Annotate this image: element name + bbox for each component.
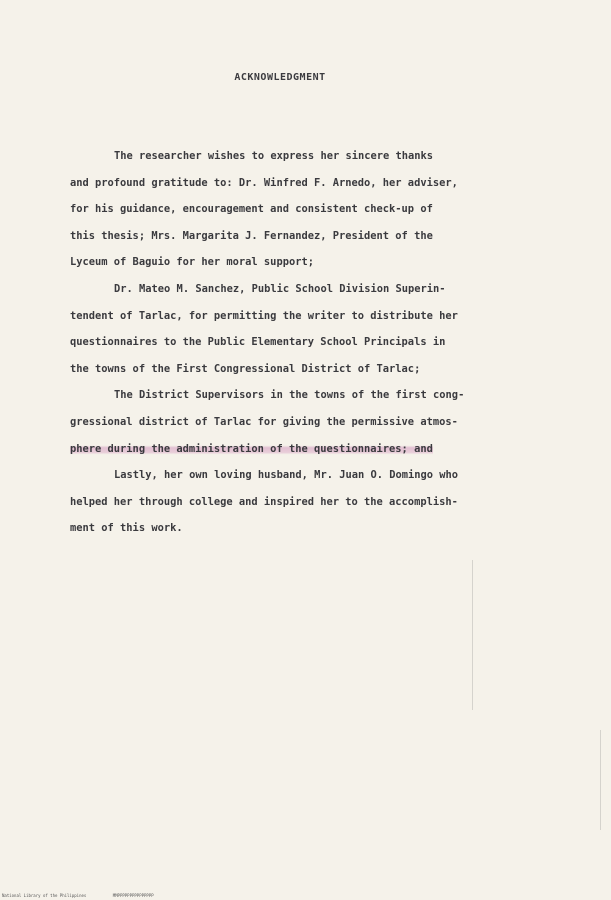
footer-library: National Library of the Philippines xyxy=(2,893,87,898)
highlight-mark: phere during the administration of the questionnaires; and xyxy=(70,442,433,455)
text-line: Dr. Mateo M. Sanchez, Public School Division Superin- xyxy=(114,282,446,295)
text-line: questionnaires to the Public Elementary School Principals in xyxy=(70,336,446,349)
text-line: ment of this work. xyxy=(70,522,183,535)
text-line: The researcher wishes to express her sincere thanks xyxy=(114,150,434,162)
paper-crease xyxy=(472,560,473,710)
text-line: tendent of Tarlac, for permitting the writer to distribute her xyxy=(70,309,458,322)
paper-crease xyxy=(600,730,601,830)
acknowledgment-body xyxy=(70,143,552,542)
text-line: for his guidance, encouragement and consistent check-up of xyxy=(70,203,433,216)
footer-code: MMPPPPPPPPPPPPPPP xyxy=(112,893,154,898)
text-line: helped her through college and inspired her to the accomplish- xyxy=(70,495,458,508)
text-line: this thesis; Mrs. Margarita J. Fernandez, President of the xyxy=(70,229,433,242)
text-line: Lyceum of Baguio for her moral support; xyxy=(70,256,314,269)
page-title: ACKNOWLEDGMENT xyxy=(234,72,326,83)
text-line: Lastly, her own loving husband, Mr. Juan O. Domingo who xyxy=(114,469,459,482)
highlighted-text-line xyxy=(70,436,552,463)
text-line: gressional district of Tarlac for giving the permissive atmos- xyxy=(70,415,458,428)
text-line: the towns of the First Congressional District of Tarlac; xyxy=(70,362,421,375)
scan-footer xyxy=(2,893,178,898)
text-line: and profound gratitude to: Dr. Winfred F. Arnedo, her adviser, xyxy=(70,176,458,189)
text-line: The District Supervisors in the towns of the first cong- xyxy=(114,389,465,402)
